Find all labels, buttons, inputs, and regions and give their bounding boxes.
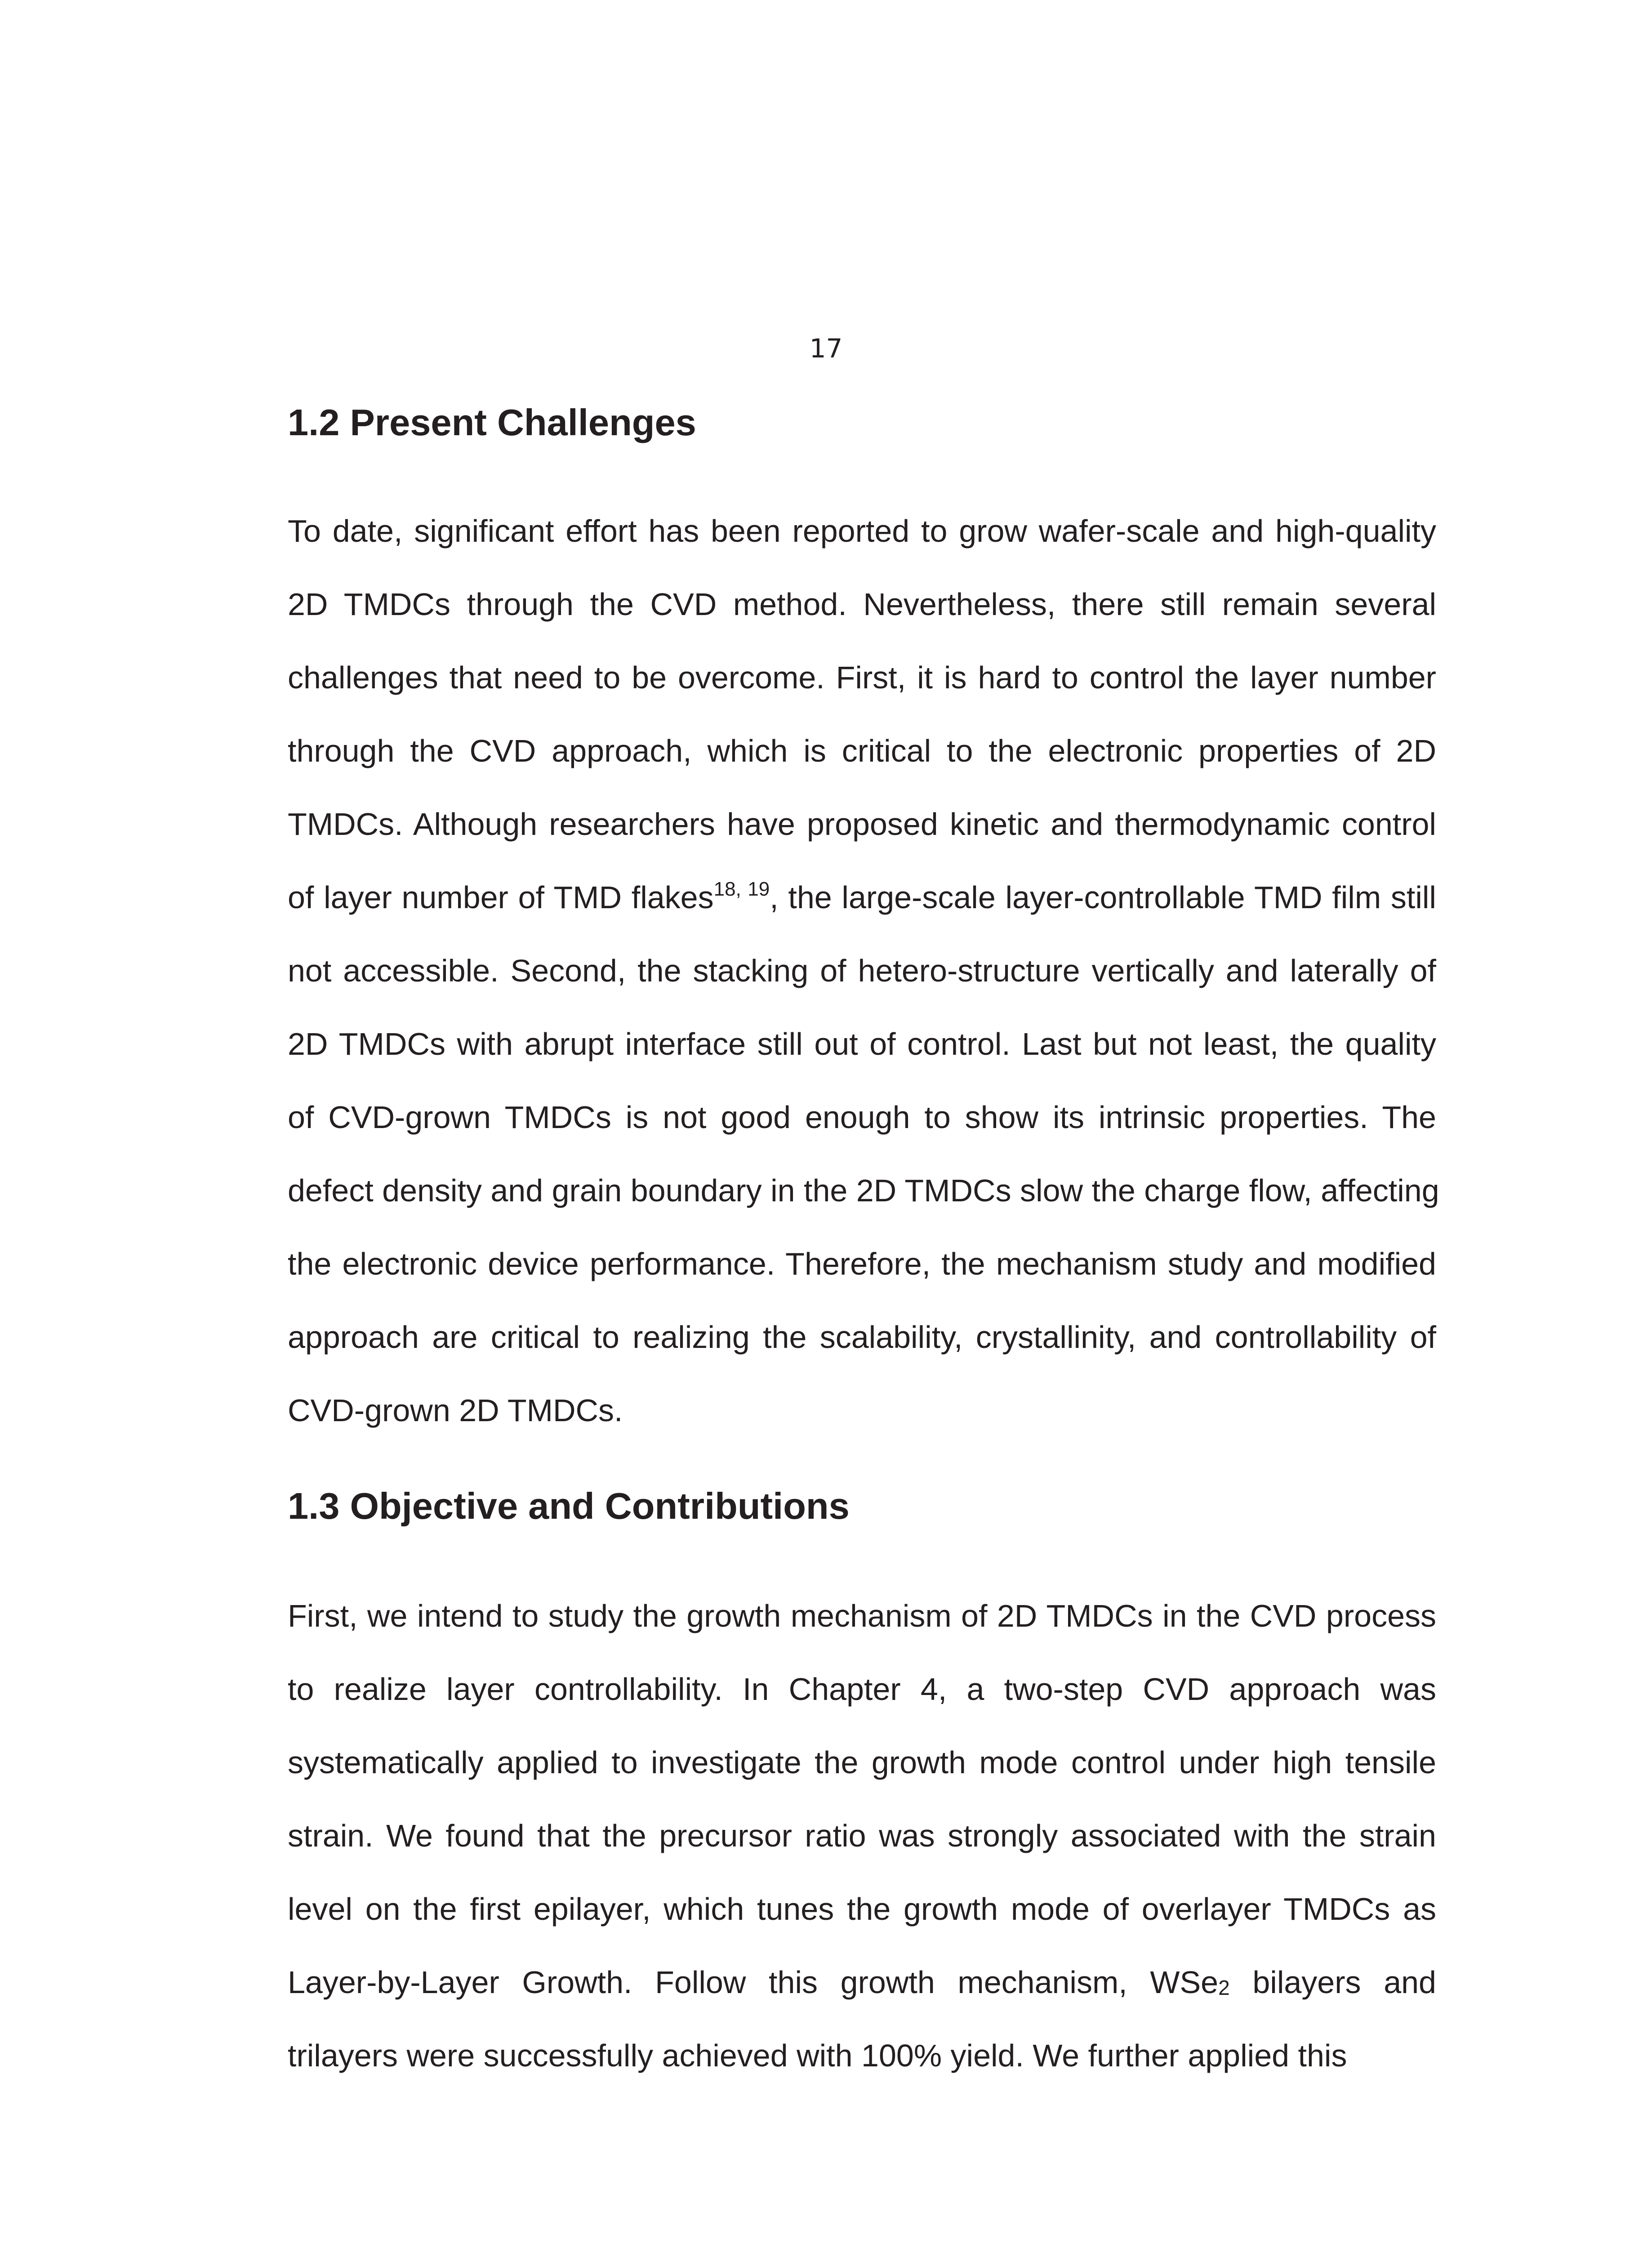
text-line bbox=[288, 1957, 1436, 2030]
text-line: 2D TMDCs with abrupt interface still out of control. Last but not least, the quality bbox=[288, 1026, 1436, 1062]
text-line: challenges that need to be overcome. First, it is hard to control the layer number bbox=[288, 660, 1436, 695]
text-line: not accessible. Second, the stacking of hetero-structure vertically and laterally of bbox=[288, 953, 1436, 988]
text-line: through the CVD approach, which is critical to the electronic properties of 2D bbox=[288, 733, 1436, 768]
text-line: defect density and grain boundary in the 2D TMDCs slow the charge flow, affecting bbox=[288, 1173, 1439, 1208]
text-line: 2D TMDCs through the CVD method. Nevertheless, there still remain several bbox=[288, 587, 1436, 622]
text-line: trilayers were successfully achieved with 100% yield. We further applied this bbox=[288, 2038, 1347, 2073]
text-line: approach are critical to realizing the scalability, crystallinity, and controllability of bbox=[288, 1320, 1436, 1355]
section-heading-present-challenges: 1.2 Present Challenges bbox=[288, 401, 696, 443]
page-number: 17 bbox=[809, 333, 843, 364]
text-line: CVD-grown 2D TMDCs. bbox=[288, 1393, 623, 1428]
text-segment: , the large-scale layer-controllable TMD film still bbox=[770, 880, 1436, 915]
text-line: First, we intend to study the growth mechanism of 2D TMDCs in the CVD process bbox=[288, 1598, 1436, 1633]
text-line: To date, significant effort has been reported to grow wafer-scale and high-quality bbox=[288, 513, 1436, 549]
paragraph-present-challenges bbox=[288, 505, 1439, 1458]
text-line: to realize layer controllability. In Chapter 4, a two-step CVD approach was bbox=[288, 1672, 1436, 1707]
text-line: the electronic device performance. Therefore, the mechanism study and modified bbox=[288, 1246, 1436, 1281]
text-line bbox=[288, 872, 1436, 945]
text-line: of CVD-grown TMDCs is not good enough to show its intrinsic properties. The bbox=[288, 1100, 1436, 1135]
text-line: systematically applied to investigate the growth mode control under high tensile bbox=[288, 1745, 1436, 1780]
text-segment: bilayers and bbox=[1229, 1965, 1436, 2000]
citation-superscript: 18, 19 bbox=[713, 878, 770, 900]
text-line: strain. We found that the precursor ratio was strongly associated with the strain bbox=[288, 1818, 1436, 1853]
paragraph-objective-contributions bbox=[288, 1590, 1436, 2103]
text-segment: of layer number of TMD flakes bbox=[288, 880, 714, 915]
chemical-subscript: 2 bbox=[1218, 1976, 1230, 1999]
section-heading-objective-contributions: 1.3 Objective and Contributions bbox=[288, 1485, 850, 1527]
text-segment: Layer-by-Layer Growth. Follow this growth mechanism, WSe bbox=[288, 1965, 1219, 2000]
text-line: level on the first epilayer, which tunes the growth mode of overlayer TMDCs as bbox=[288, 1891, 1436, 1927]
text-line: TMDCs. Although researchers have proposed kinetic and thermodynamic control bbox=[288, 807, 1436, 842]
